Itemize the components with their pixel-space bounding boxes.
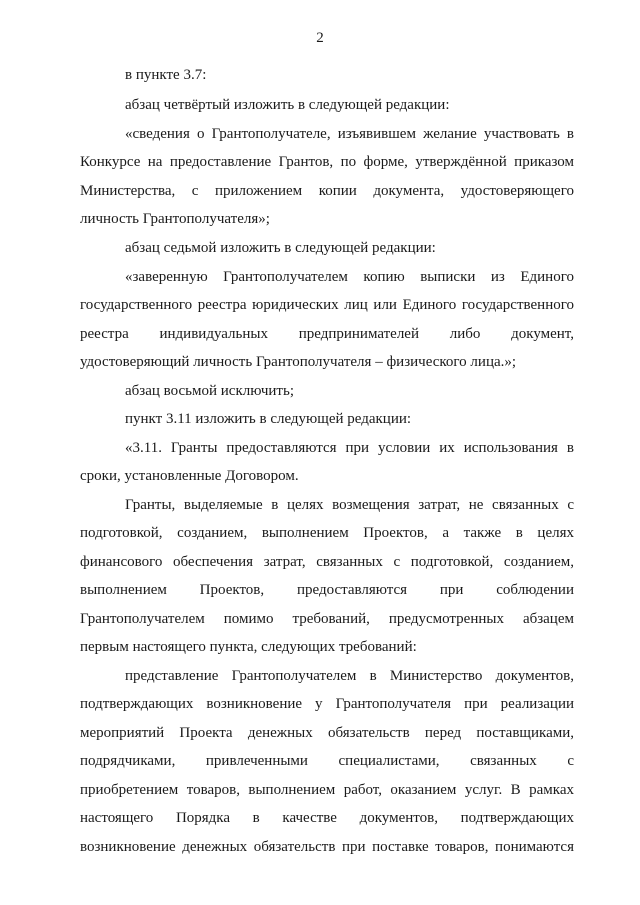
text-line: «заверенную Грантополучателем копию выписки из Единого bbox=[125, 269, 574, 285]
text-line: подрядчиками, привлеченными специалистами, связанных с bbox=[80, 753, 574, 769]
text-line: реестра индивидуальных предпринимателей либо документ, bbox=[80, 326, 574, 342]
text-line: пункт 3.11 изложить в следующей редакции: bbox=[125, 411, 412, 427]
text-line: абзац восьмой исключить; bbox=[125, 383, 294, 399]
page-number: 2 bbox=[316, 30, 324, 46]
text-line: Грантополучателем помимо требований, предусмотренных абзацем bbox=[80, 611, 574, 627]
text-line: приобретением товаров, выполнением работ, оказанием услуг. В рамках bbox=[80, 782, 574, 798]
text-line: настоящего Порядка в качестве документов, подтверждающих bbox=[80, 810, 574, 826]
text-line: Гранты, выделяемые в целях возмещения затрат, не связанных с bbox=[125, 497, 574, 513]
text-line: финансового обеспечения затрат, связанных с подготовкой, созданием, bbox=[80, 554, 574, 570]
text-line: личность Грантополучателя»; bbox=[80, 211, 270, 227]
text-line: «3.11. Гранты предоставляются при условии их использования в bbox=[125, 440, 574, 456]
text-line: мероприятий Проекта денежных обязательств перед поставщиками, bbox=[80, 725, 574, 741]
text-line: выполнением Проектов, предоставляются при соблюдении bbox=[80, 582, 574, 598]
text-line: «сведения о Грантополучателе, изъявившем желание участвовать в bbox=[125, 126, 574, 142]
text-line: абзац седьмой изложить в следующей редакции: bbox=[125, 240, 436, 256]
text-line: в пункте 3.7: bbox=[125, 67, 207, 83]
text-line: представление Грантополучателем в Министерство документов, bbox=[125, 668, 574, 684]
text-line: подтверждающих возникновение у Грантополучателя при реализации bbox=[80, 696, 574, 712]
text-line: Министерства, с приложением копии документа, удостоверяющего bbox=[80, 183, 574, 199]
text-line: возникновение денежных обязательств при поставке товаров, понимаются bbox=[80, 839, 574, 855]
text-line: абзац четвёртый изложить в следующей редакции: bbox=[125, 97, 450, 113]
text-line: государственного реестра юридических лиц или Единого государственного bbox=[80, 297, 574, 313]
text-line: первым настоящего пункта, следующих требований: bbox=[80, 639, 417, 655]
text-line: Конкурсе на предоставление Грантов, по форме, утверждённой приказом bbox=[80, 154, 574, 170]
text-line: сроки, установленные Договором. bbox=[80, 468, 299, 484]
text-line: подготовкой, созданием, выполнением Проектов, а также в целях bbox=[80, 525, 574, 541]
text-line: удостоверяющий личность Грантополучателя – физического лица.»; bbox=[80, 354, 517, 370]
